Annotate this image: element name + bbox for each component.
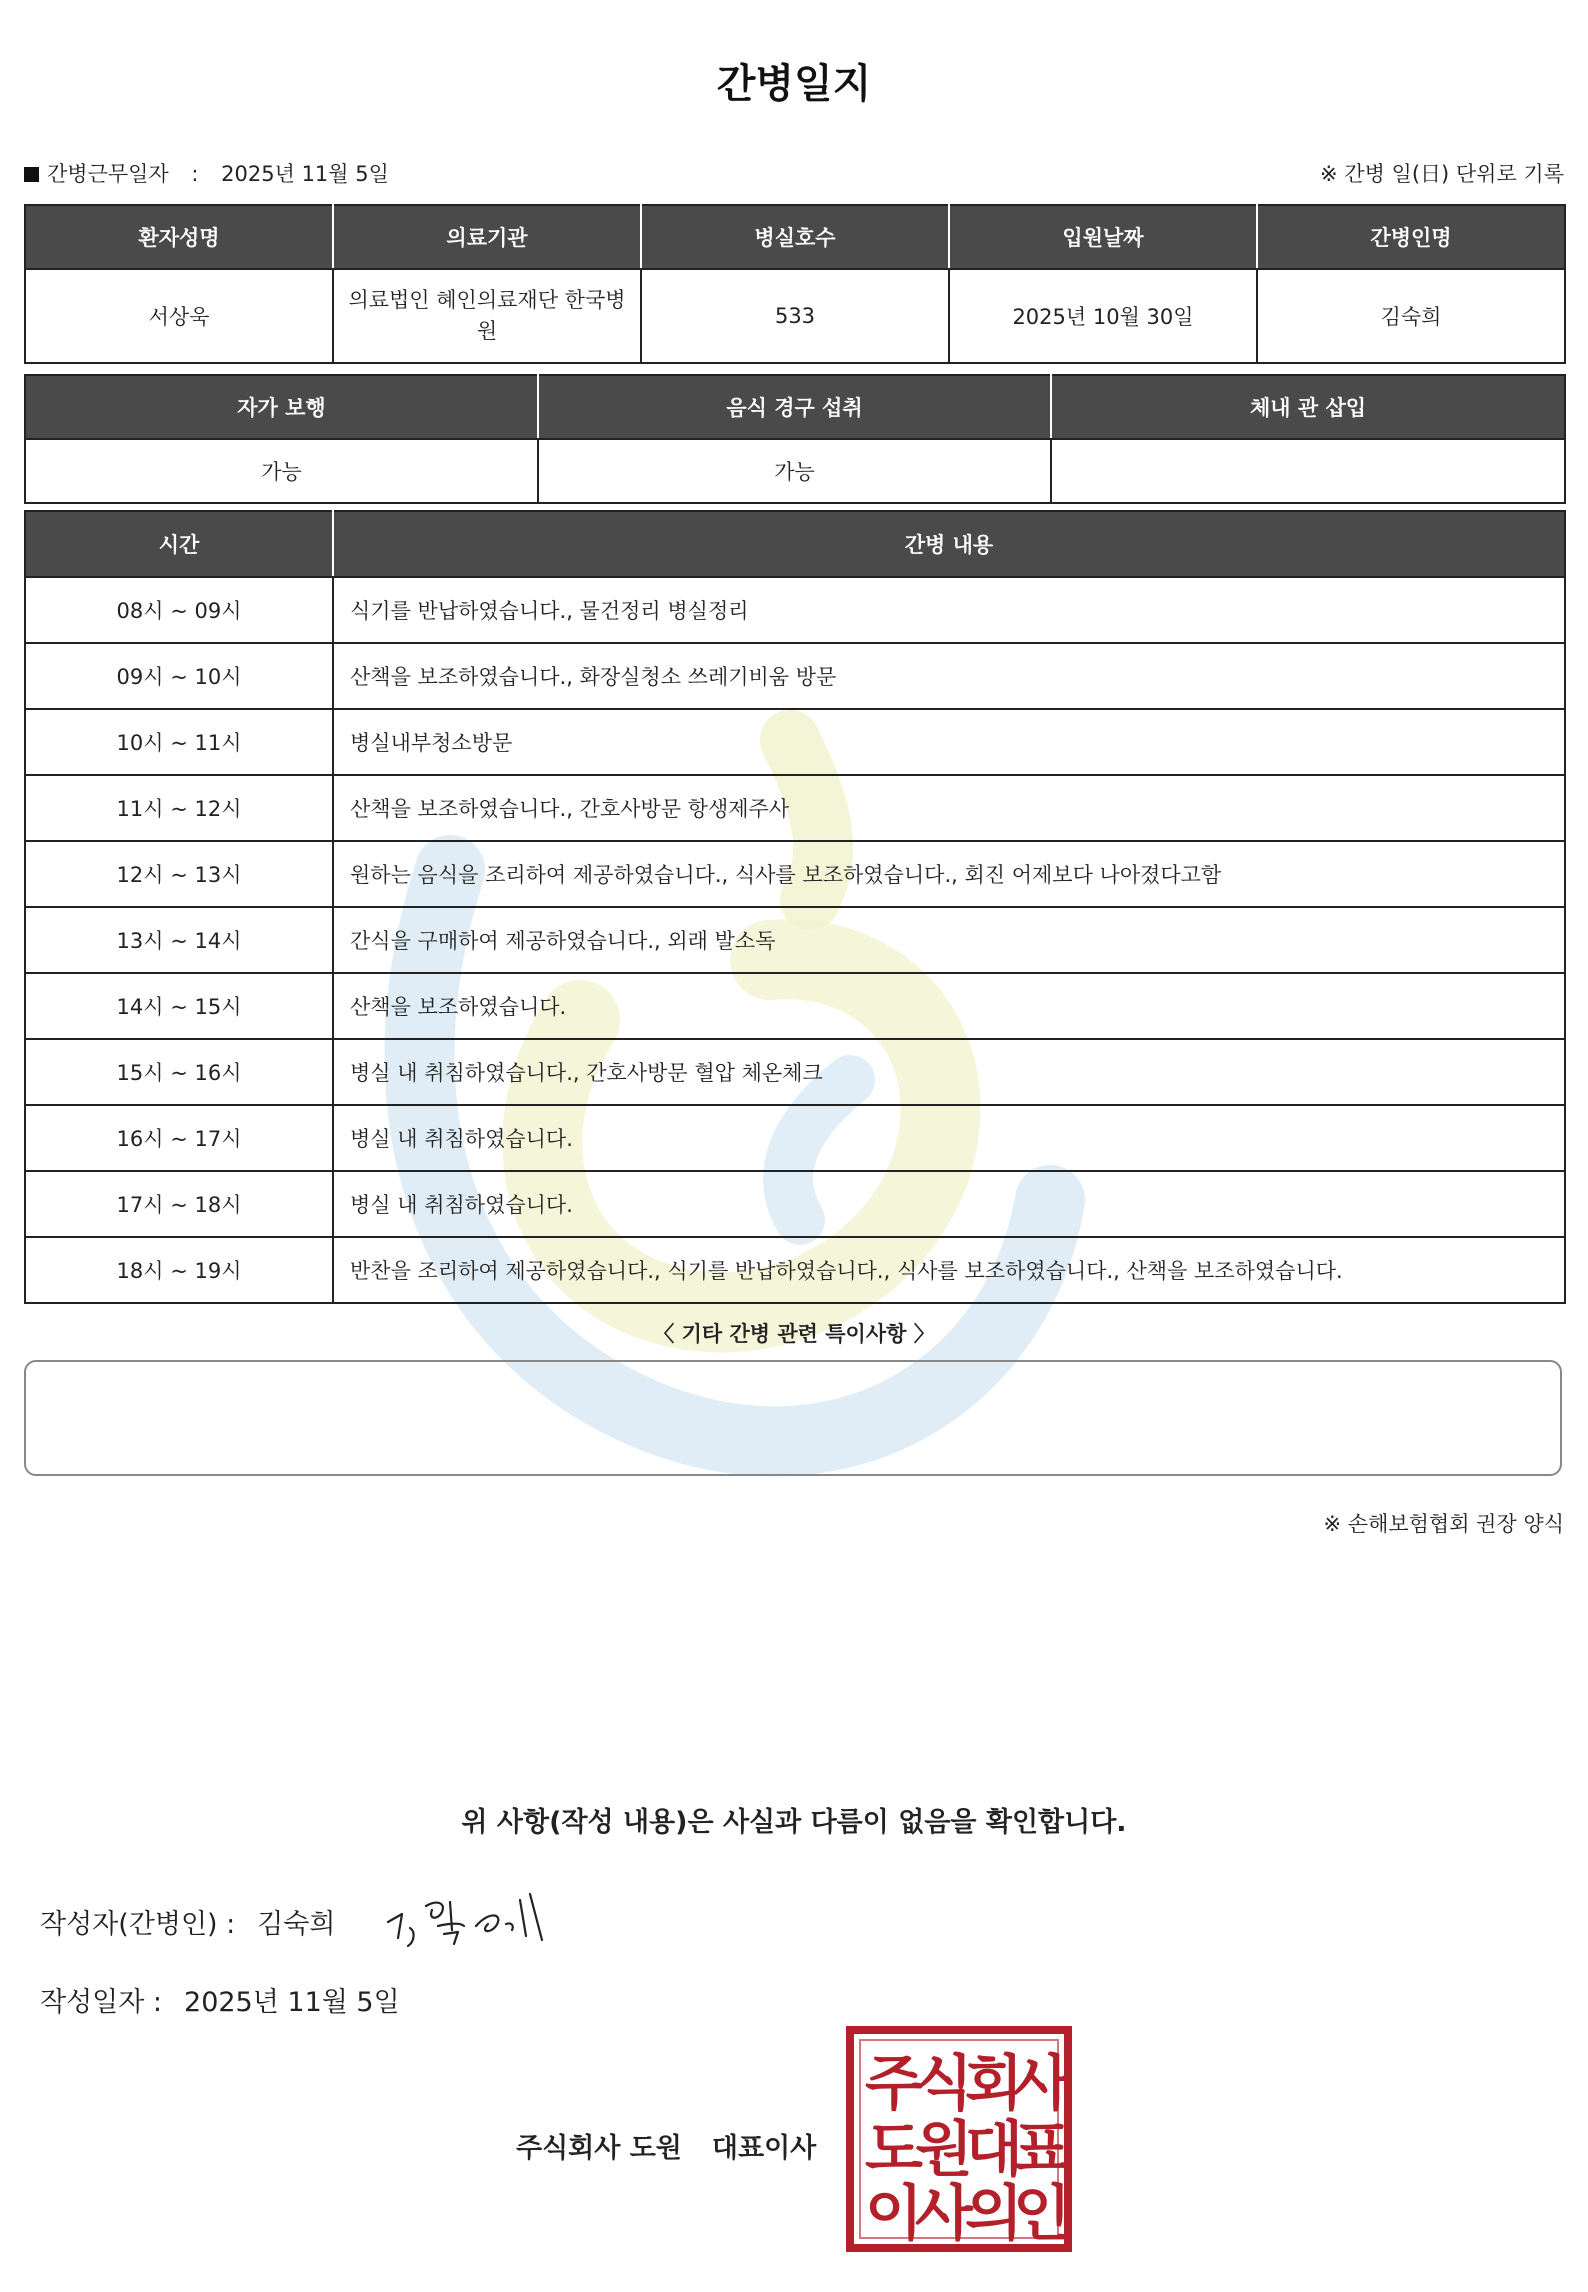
- content-cell: 산책을 보조하였습니다.: [333, 973, 1565, 1039]
- svg-text:이: 이: [865, 2179, 923, 2249]
- time-cell: 09시 ~ 10시: [25, 643, 333, 709]
- header-time: 시간: [25, 511, 333, 577]
- header-hospital: 의료기관: [333, 205, 641, 269]
- content-cell: 병실 내 취침하였습니다.: [333, 1171, 1565, 1237]
- table-row: [25, 973, 1565, 1039]
- writer-name: 김숙희: [257, 1909, 336, 1940]
- content-cell: 병실 내 취침하였습니다., 간호사방문 혈압 체온체크: [333, 1039, 1565, 1105]
- company-seal-stamp: [846, 2026, 1072, 2252]
- page-title: 간병일지: [716, 61, 872, 107]
- time-cell: 08시 ~ 09시: [25, 577, 333, 643]
- svg-text:식: 식: [915, 2049, 973, 2119]
- patient-info-table: [24, 204, 1566, 364]
- tube-insertion-value: [1051, 439, 1565, 503]
- time-cell: 13시 ~ 14시: [25, 907, 333, 973]
- svg-text:주: 주: [865, 2049, 923, 2119]
- written-date-label: 작성일자 :: [40, 1987, 163, 2018]
- table-row: [25, 1237, 1565, 1303]
- writer-label: 작성자(간병인) :: [40, 1909, 236, 1940]
- content-cell: 산책을 보조하였습니다., 간호사방문 항생제주사: [333, 775, 1565, 841]
- time-cell: 18시 ~ 19시: [25, 1237, 333, 1303]
- square-bullet-icon: [24, 167, 39, 182]
- company-ceo-title: 대표이사: [711, 2133, 817, 2164]
- time-cell: 10시 ~ 11시: [25, 709, 333, 775]
- table-row: [25, 643, 1565, 709]
- table-row: [25, 709, 1565, 775]
- confirmation-statement: 위 사항(작성 내용)은 사실과 다름이 없음을 확인합니다.: [461, 1807, 1127, 1838]
- table-row: [25, 1039, 1565, 1105]
- company-signatory: [516, 2126, 816, 2165]
- svg-text:사: 사: [915, 2179, 973, 2249]
- table-row: [25, 775, 1565, 841]
- content-cell: 병실 내 취침하였습니다.: [333, 1105, 1565, 1171]
- svg-text:표: 표: [1013, 2115, 1071, 2185]
- care-log-table: [24, 510, 1566, 1304]
- header-care-content: 간병 내용: [333, 511, 1565, 577]
- header-room: 병실호수: [641, 205, 949, 269]
- form-note: ※ 손해보험협회 권장 양식: [1323, 1512, 1564, 1536]
- table-row: [25, 907, 1565, 973]
- work-date: [24, 158, 389, 188]
- table-row: [25, 1105, 1565, 1171]
- special-notes-box: [24, 1360, 1562, 1476]
- header-oral-intake: 음식 경구 섭취: [538, 375, 1051, 439]
- caregiver-name: 김숙희: [1257, 269, 1565, 363]
- time-cell: 12시 ~ 13시: [25, 841, 333, 907]
- time-cell: 11시 ~ 12시: [25, 775, 333, 841]
- header-patient-name: 환자성명: [25, 205, 333, 269]
- written-date: [40, 1980, 400, 2019]
- unit-note: ※ 간병 일(日) 단위로 기록: [1320, 162, 1564, 186]
- header-tube-insertion: 체내 관 삽입: [1051, 375, 1565, 439]
- time-cell: 15시 ~ 16시: [25, 1039, 333, 1105]
- self-walking-value: 가능: [25, 439, 538, 503]
- time-cell: 17시 ~ 18시: [25, 1171, 333, 1237]
- table-row: [25, 577, 1565, 643]
- admission-date: 2025년 10월 30일: [949, 269, 1257, 363]
- table-row: [25, 1171, 1565, 1237]
- content-cell: 원하는 음식을 조리하여 제공하였습니다., 식사를 보조하였습니다., 회진 어제보다 나아졌다고함: [333, 841, 1565, 907]
- patient-name: 서상욱: [25, 269, 333, 363]
- svg-text:도: 도: [865, 2115, 923, 2185]
- work-date-value: 2025년 11월 5일: [221, 162, 389, 186]
- header-admission-date: 입원날짜: [949, 205, 1257, 269]
- svg-text:사: 사: [1013, 2049, 1071, 2119]
- svg-text:원: 원: [915, 2115, 973, 2185]
- hospital-name: 의료법인 혜인의료재단 한국병원: [333, 269, 641, 363]
- content-cell: 산책을 보조하였습니다., 화장실청소 쓰레기비움 방문: [333, 643, 1565, 709]
- content-cell: 병실내부청소방문: [333, 709, 1565, 775]
- header-self-walking: 자가 보행: [25, 375, 538, 439]
- work-date-separator: :: [191, 162, 199, 186]
- content-cell: 반찬을 조리하여 제공하였습니다., 식기를 반납하였습니다., 식사를 보조하였습니다., 산책을 보조하였습니다.: [333, 1237, 1565, 1303]
- svg-text:회: 회: [965, 2049, 1023, 2119]
- header-caregiver: 간병인명: [1257, 205, 1565, 269]
- special-notes-title: 〈 기타 간병 관련 특이사항 〉: [653, 1322, 935, 1346]
- oral-intake-value: 가능: [538, 439, 1051, 503]
- work-date-label: 간병근무일자: [47, 162, 169, 186]
- patient-status-table: [24, 374, 1566, 504]
- handwritten-signature: [380, 1880, 560, 1960]
- content-cell: 식기를 반납하였습니다., 물건정리 병실정리: [333, 577, 1565, 643]
- time-cell: 16시 ~ 17시: [25, 1105, 333, 1171]
- svg-text:인: 인: [1013, 2179, 1071, 2249]
- svg-text:대: 대: [965, 2115, 1023, 2185]
- room-number: 533: [641, 269, 949, 363]
- table-row: [25, 841, 1565, 907]
- content-cell: 간식을 구매하여 제공하였습니다., 외래 발소독: [333, 907, 1565, 973]
- writer-line: [40, 1902, 336, 1941]
- time-cell: 14시 ~ 15시: [25, 973, 333, 1039]
- company-name: 주식회사 도원: [516, 2133, 682, 2164]
- svg-text:의: 의: [965, 2179, 1023, 2249]
- written-date-value: 2025년 11월 5일: [184, 1987, 400, 2018]
